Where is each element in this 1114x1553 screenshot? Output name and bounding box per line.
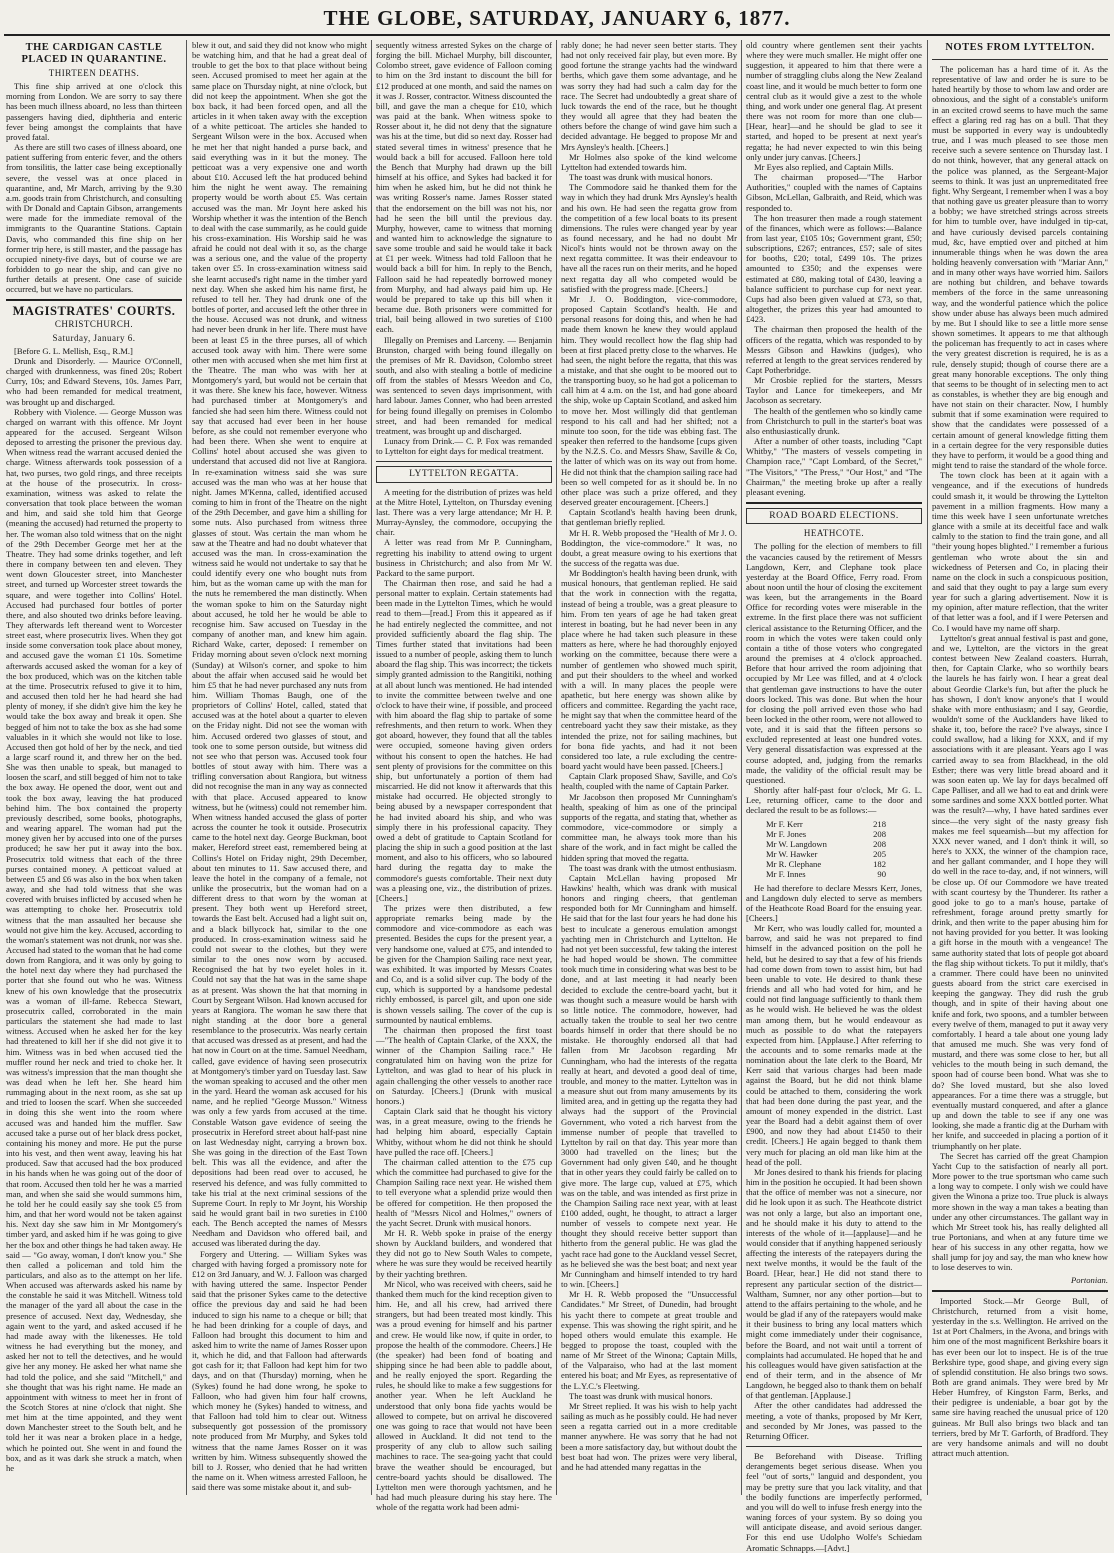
article-paragraph: Captain Clark said that he thought his victory was, in a great measure, owing to the friends he had helping him aboard, especially Captain Whitby, without whom he did not think he should have pulled the race off. [Cheers.] — [376, 1106, 552, 1157]
article-paragraph: Mr Holmes also spoke of the kind welcome Lyttelton had extended towards him. — [561, 151, 737, 172]
article-paragraph: Illegally on Premises and Larceny. — Benjamin Brunston, charged with being found illegally on the premises of Mr R. Davidson, Colombo street south, and also with stealing a bottle of medicine off from the stables of Messrs Weedon and Co, was sentenced to seven days imprisonment, with hard labour. James Conner, who had been arrested for being found illegally on premises in Colombo street, and had been remanded for medical treatment, was brought up and discharged. — [376, 334, 552, 436]
masthead-rule — [4, 34, 1110, 36]
column-5 — [746, 40, 922, 1553]
advertisement-text: Be Beforehand with Disease. Trifling derangements beget serious disease. When you feel "out of sorts," languid and despondent, you may be pretty sure that you lack vitality, and that the bodily functions are imperfectly performed, and you will do well to infuse fresh energy into the waning forces of your system. By so doing you will anticipate disease, and avoid serious danger. For this end use Udolpho Wolfe's Schiedam Aromatic Schnapps.—[Advt.] — [746, 1451, 922, 1553]
article-paragraph: Mr Jacobson then proposed Mr Cunningham's health, speaking of him as one of the principal supports of the regatta, and stating that, whether as commodore, vice-commodore or simply a committee man, he always took more than his share of the work, and in fact might be called the hidden spring that moved the regatta. — [561, 791, 737, 863]
article-paragraph: Shortly after half-past four o'clock, Mr G. L. Lee, returning officer, came to the door and declared the result to be as follows:— — [746, 785, 922, 816]
article-paragraph: The town clock has been at it again with a vengeance, and if the executions of hundreds could smash it, it would be throwing the Lyttelton pavement in a million fragments. How many a time this week have I seen unfortunate wretches glance with a smile at its deceitful face and walk calmly to the station to find the train gone, and all "their young hopes blighted." I remember a furious gentleman who wrote about the sin and wickedness of Petersen and Co, in placing their name on the clock in such a conspicuous position, and said that they ought to pay a large sum every year for such a glaring advertisement. Now it is my opinion, after mature reflection, that the writer of that letter was a fool, and if I were Petersen and Co. I would have my name off sharp. — [932, 470, 1108, 633]
article-paragraph: Captain Scotland's health having been drunk, that gentleman briefly replied. — [561, 507, 737, 528]
section-rule — [6, 299, 182, 301]
article-paragraph: Mr Nicol, who was received with cheers, said he thanked them much for the kind reception given to him. He, and all his crew, had arrived there strangers, but had been treated most kindly. This was a proud evening for himself and his partner and crew. He would like now, if quite in order, to propose the health of the commodore. Cheers.] He (the speaker) had been fond of boating and shipping since he had been able to paddle about, and he really enjoyed the sport. Regarding the rules, he should like to make a few suggestions for another year. When he left Auckland he understood that only bona fide yachts would be allowed to compete, but on arrival he discovered one was going to race that would not have been allowed in Auckland. It did not tend to the prosperity of any club to allow such sailing machines to race. The sea-going yacht that could brave the weather should be encouraged, but centre-board yachts should be disallowed. The Lyttelton men were thorough yachtsmen, and he had had much pleasure during his stay here. The whole of the regatta work had been admi- — [376, 1278, 552, 1513]
poll-result-row: Mr F. Kerr 218 — [766, 818, 886, 829]
poll-results — [766, 819, 922, 880]
article-paragraph: The Secret has carried off the great Champion Yacht Cup to the satisfaction of nearly all port. More power to the true sportsman who came such a long way to compete. I only wish we could have given the Winona a prize too. True pluck is always more shown in the way a man takes a beating than under any other circumstances. The gallant way in which Mr Street took his, has really delighted all true Portonians, and when at any future time we hear of his success in any other regatta, how we shall jump for joy and say, the man who knew how to lose deserves to win. — [932, 1150, 1108, 1273]
column-divider — [741, 40, 742, 1495]
article-paragraph: Mr H. R. Webb proposed the "Unsuccessful Candidates." Mr Street, of Dunedin, had brought his yacht there to compete at great trouble and expense. This was showing the right spirit, and he hoped others would emulate this example. He begged to propose the toast, coupled with the name of Mr Street of the Winona; Captain Mills, of the Valparaiso, who had at the last moment entered his boat; and Mr Eyes, as representative of the L.Y.C.'s Fleetwing. — [561, 1289, 737, 1391]
poll-result-row: Mr W. Langdown 208 — [766, 838, 886, 849]
article-paragraph: The prizes were then distributed, a few appropriate remarks being made by the commodore and vice-commodore as each was presented. Besides the cups for the present year, a very handsome one, valued at £75, and intended to be given for the Champion Sailing race next year, was exhibited. It was imported by Messrs Coates and Co, and is a solid silver cup. The body of the cup, which is supported by a handsome pedestal richly embossed, is parcel gilt, and upon one side is shown vessels sailing. The cover of the cup is surmounted by nautical emblems. — [376, 902, 552, 1025]
article-paragraph: Mr J. O. Boddington, vice-commodore, proposed Captain Scotland's health. He and personal reasons for doing this, and when he had made them known he knew they would applaud him. They would recollect how the flag ship had been at first placed pretty close to the wharves. He had seen, the night before the regatta, that this was a mistake, and that she ought to be moored out to the transporting buoy, so he had got a policeman to call him at 4 a.m. on the 1st, and had gone aboard the ship, woke up Captain Scotland, and asked him to move her. Most willingly did that gentleman respond to his call and had her shifted; not a minute too soon, for the tide was ebbing fast. The speaker then referred to the handsome [cups given by the N.Z.S. Co. and Messrs Shaw, Saville & Co, the latter of which was on its way out from home. He did not think that the champion sailing race had been so well competed for as it should be. In no other place was such a prize offered, and they deserved greater encouragement. [Cheers.] — [561, 293, 737, 508]
article-paragraph: Robbery with Violence. — George Musson was charged on warrant with this offence. Mr Joynt appeared for the accused. Sergeant Wilson deposed to arresting the prisoner the previous day. When witness read the warrant accused denied the charge. Witness afterwards took possession of a hat, two purses, two gold rings, and three receipts at the house of the prosecutrix. In cross-examination, witness was asked to relate the conversation that took place between the woman and him, and said she told him that George (meaning the accused) had returned the property to her. The woman also told witness that on the night of the 29th December George met her at the Theatre. They had some drinks together, and left there in company between ten and eleven. They went down Gloucester street, into Manchester street, and turned up Worcester street towards the square, and were together into Collins' Hotel. Accused had purchased four bottles of porter there, and also shouted two drinks before leaving. They afterwards left thereand went to Worcester street east, where prosecutrix lives. When they got inside some conversation took place about money, and accused gave the woman £1 10s. Sometime afterwards accused asked the woman for a key of the box produced, which was on the kitchen table at the time. Prosecutrix refused to give it to him, and accused then told her he had heard she had plenty of money, if she didn't give him the key he would take the box away and break it open. She begged of him not to take the box as she had some valuables in it which she would not like to lose. Accused then got hold of her by the neck, and tied a large scarf round it, and threw her on the bed. She was then unable to speak, but managed to loosen the scarf, and still begged of him not to take the box away. He opened the door, went out and took the box away, leaving the hat produced behind him. The box contained the property previously described, some books, photographs, and wearing apparel. The woman had put the money given her by accused into one of the purses produced; he saw her put it away into the box. Prosecutrix told witness that each of the three purses contained money. A petticoat valued at between £5 and £6 was also in the box when taken away, and she had told witness that she was covered with bruises inflicted by accused when he was attempting to choke her. Prosecutrix told witness that the man assaulted her because she would not give him the key. Accused, according to the woman's statement was not drunk, nor was she. Accused had stated to the woman that he had come down from Rangiora, and it was only by going to the hotel next day where they had purchased the porter that she found out who he was. Witness knew of his own knowledge that the prosecutrix was a woman of ill-fame. Rebecca Stewart, prosecutrix called, corroborated in the main particulars the statement she had made to last witness. Accused when he asked her for the key had threatened to kill her if she did not give it to him. Witness was in bed when accused tied the muffler round her neck and tried to choke her. It was witness's impression that the man thought she was dead when he left her. She heard him rummaging about in the next room, as she sat up and tried to loosen the scarf. When she succeeded in doing this she went into the room where accused was and handed him the muffler. Saw accused take a purse out of her black dress pocket, containing his money and more. He put the purse into his vest, and then went away, leaving his hat produced. Saw that accused had the box produced in his hands when he was going out of the door of that room. Accused then told her he was a married man, and when she said she would summons him, he told her he could easily say she took £5 from him, and that her word would not be taken against his. Next day she saw him in Mr Montgomery's timber yard, and asked him if he was going to give her the box and other things he had taken away. He said — "Go away, woman, I don't know you." She then called a policeman and told him the particulars, and also as to the attempt on her life. When accused was afterwards asked his name by the constable he said it was Mitchell. Witness told the manager of the yard all about the case in the presence of accused. Next day, Wednesday, she again went to the yard, and asked accused if he had made away with the likenesses. He told witness he had everything but the money, and asked her not to tell the detectives, and he would give her any money. He asked her what name she had told the police, and she said "Mitchell," and she thought that was his right name. He made an appointment with witness to meet her in front of the Scotch Stores at nine o'clock that night. She met him at the time appointed, and they went down Manchester street to the South belt, and he told her it was near a broken place in a hedge, which he pointed out. She went in and found the box, and as it was dark she struck a match, when he — [6, 406, 182, 1473]
article-paragraph: The hon treasurer then made a rough statement of the finances, which were as follows:—Balance from last year, £105 10s; Government grant, £50; subscriptions, £267; entrances, £57; sale of sites for booths, £20; total, £499 10s. The prizes amounted to £350; and the expenses were estimated at £80, making total of £430, leaving a balance sufficient to purchase cup for next year. Cups had also been given valued at £73, so that, altogether, the prizes this year had amounted to £423. — [746, 212, 922, 325]
column-divider — [371, 40, 372, 1495]
poll-result-row: Mr W. Hawker 205 — [766, 849, 886, 860]
article-paragraph: The health of the gentlemen who so kindly came from Christchurch to pull in the starter's boat was also enthusiastically drunk. — [746, 405, 922, 436]
section-rule — [746, 502, 922, 504]
article-paragraph: Imported Stock.—Mr George Bull, of Christchurch, returned from a visit home, yesterday in the s.s. Wellington. He arrived on the 1st at Port Chalmers, in the Avona, and brings with him one of the most magnificent Berkshire boars it has ever been our lot to inspect. He is of the true Berkshire type, good shape, and giving every sign of splendid constitution. He also brings two sows. Both are grand animals. They were bred by Mr Heber Humfrey, of Kingston Farm, Berks, and their pedigree is undeniable, a boar got by the same sire having reached the unusual price of 120 guineas. Mr Bull also brings two black and tan terriers, bred by Mr T. Garforth, of Bradford. They are very handsome animals and will no doubt attract much attention. — [932, 1295, 1108, 1459]
cardigan-subheadline: THIRTEEN DEATHS. — [48, 68, 140, 78]
section-rule — [376, 461, 552, 462]
article-paragraph: Mr Eyes also replied, and Captain Mills. — [754, 161, 894, 172]
article-paragraph: After a number of other toasts, including "Capt Whitby," "The masters of vessels competing in Champion race," "Capt Lombard, of the Secret," "The Visitors," "The Press," "Our Host," and "The Chairman," the meeting broke up after a really pleasant evening. — [746, 436, 922, 497]
article-paragraph: Drunk and Disorderly. — Maurice O'Connell, charged with drunkenness, was fined 20s; Robert Curry, 10s; and Edward Stevens, 10s. James Parr, who had been remanded for medical treatment, was brought up and discharged. — [6, 355, 182, 407]
article-paragraph: The chairman proposed—"The Harbor Authorities," coupled with the names of Captains Gibson, McLellan, Galbraith, and Reid, which was responded to. — [746, 172, 922, 213]
column-divider — [186, 40, 187, 1495]
article-paragraph: The chairman then proposed the first toast—"The health of Captain Clarke, of the XXX, the winner of the Champion Sailing race." He congratulated him on having won the prize for Lyttelton, and was glad to hear of his pluck in again challenging the other vessels to another race on Saturday. [Cheers.] (Drunk with musical honors.) — [376, 1024, 552, 1106]
article-paragraph: Lyttelton's great annual festival is past and gone, and we, Lyttelton, are the victors in the great contest between New Zealand coasters. Hurrah, then, for Captain Clarke, who so worthily bears the laurels he has fairly won. I hear a great deal about Geordie Clarke's fun, but after the pluck he has shown, I don't know anyone's that I would shake with more enthusiasm; and I say, Geordie, wouldn't some of the Aucklanders have liked to shake it, too, before the race? I've always, since I could swallow, had a liking for XXX, and if my associations with it are pleasant. Years ago I was carried away to sea from Blackhead, in the old Esther; there was very little bread aboard and it was soon eaten up. We lay for days becalmed off Cape Palliser, and all we had to eat and drink were some sardines and some XXX bottled porter. What was the result?—why, I have hated sardines ever since—the very sight of the nasty greasy fish makes me feel squeamish—but my affection for XXX never waned, and I don't think it will, so here's to XXX, the winner of the champion race, and her gallant commander, and I hope they will do well in the race to-day, and, if not winners, will be close up. Of our Commodore we have treated with scant courtesy by the Thunderer. Its rather a good joke to go to a man's house, partake of refreshment, forage around pretty smartly for drink, and then write to the paper abusing him for not having provided for you better. It was looking a gift horse in the mouth with a vengeance! The same authority stated that lots of people got aboard the flag ship without tickets. To put it mildly, that's a crammer. There could have been no uninvited guests aboard from the strict care exercised in keeping the gangway. They did rush the grub though, and in spite of their having about one knife and fork, two spoons, and a tumbler between every twelve of them, managed to put it away very comfortably. I heard a tale about one young lady that amused me much. She was very fond of mustard, and there was some close to her, but all vehicles to the mouth being in such demand, the spoon had of course been bond. What was she to do? She loved mustard, but she also loved appearances. For a time there was a struggle, but eventually mustard conquered, and after a glance up and down the table to see if any one was looking, she made a frantic dig at the Durham with her knife, and succeeded in placing a portion of it triumphantly on her plate. — [932, 632, 1108, 1151]
magistrates-date: Saturday, January 6. — [52, 332, 136, 343]
article-paragraph: Captain Clark proposed Shaw, Saville, and Co's health, coupled with the name of Captain Parker. — [561, 771, 737, 792]
article-paragraph: This fine ship arrived at one o'clock this morning from London. We are sorry to say there has been much illness aboard, no less than thirteen passengers having died, diphtheria and enteric fever being amongst the complaints that have proved fatal. — [6, 81, 182, 142]
column-4 — [561, 40, 737, 1495]
article-paragraph: The polling for the election of members to fill the vacancies caused by the retirement of Messrs Langdown, Kerr, and Clephane took place yesterday at the Board Office, Ferry road. From about noon until the hour of closing the excitement was keen, but the arrangements in the Board Office for recording votes were miserable in the extreme. In the first place there was not sufficient clerical assistance to the Returning Officer, and the room in which the votes were taken could only contain a tithe of those voters who congregated around the premises at 4 o'clock approached. Before that hour arrived the room adjoining that occupied by Mr Lee was filled, and at 4 o'clock that gentleman gave instructions to have the outer doors locked. This was done. But when the hour for closing the poll arrived even those who had been locked in the other room, were not allowed to vote, and it is said that the fifteen persons so excluded represented at least one hundred votes. Very general dissatisfaction was expressed at the course adopted, and, judging from the remarks made, the validity of the official result may be questioned. — [746, 541, 922, 785]
article-paragraph: The chairman called attention to the £75 cup which the committee had purchased to give for the Champion Sailing race next year. He wished them to tell everyone what a splendid prize would then be offered for competition. He then proposed the health of "Messrs Nicol and Holmes," owners of the yacht Secret. Drunk with musical honors. — [376, 1156, 552, 1228]
article-paragraph: rably done; he had never seen better starts. They had not only received fair play, but even more. By good fortune the strange yachts had the windward berths, which gave them some advantage, and he was sorry they had had such a calm day for the race. The Secret had undoubtedly a great share of luck towards the end of the race, but he thought they would all agree that they had beaten the others before the change of wind gave him such a decided advantage. He begged to propose Mr and Mrs Aynsley's health. [Cheers.] — [561, 40, 737, 152]
article-paragraph: As there are still two cases of illness aboard, one patient suffering from enteric fever, and the others from tonsilitis, the latter case being exceptionally severe, the vessel was at once placed in quarantine, and, Mr March, arriving by the 9.30 a.m. goods train from Christchurch, and consulting with Dr Donald and Captain Gibson, arrangements were made for the immediate removal of the immigrants to the Quarantine Stations. Captain Davis, who commanded this fine ship on her former trip here, is still master, and the passage has occupied ninety-five days, but of course we are forbidden to go near the ship, and can give no further details at present. One case of suicide occurred, but we have no particulars. — [6, 142, 183, 295]
masthead: THE GLOBE, SATURDAY, JANUARY 6, 1877. — [323, 6, 791, 30]
article-paragraph: Mr H. R. Webb spoke in praise of the energy shown by Auckland builders, and wondered that they did not go to New South Wales to compete, where he was sure they would be received heartily by their yachting brethren. — [376, 1227, 552, 1279]
article-paragraph: A meeting for the distribution of prizes was held at the Mitre Hotel, Lyttelton, on Thursday evening last. There was a very large attendance; Mr H. P. Murray-Aynsley, the commodore, occupying the chair. — [376, 486, 552, 538]
magistrates-headline: MAGISTRATES' COURTS. — [12, 304, 176, 319]
article-paragraph: The Commodore said he thanked them for the way in which they had drunk Mrs Aynsley's health and his own. He had seen the regatta grow from the competition of a few local boats to its present dimensions. The rules were changed year by year as found necessary, and he had no doubt Mr Nicol's hints would not be thrown away on the next regatta committee. It was their endeavour to have all the races run on their merits, and he hoped next regatta day all who competed would be satisfied with the progress made. [Cheers.] — [561, 182, 737, 294]
column-3 — [376, 40, 552, 1513]
article-paragraph: Forgery and Uttering. — William Sykes was charged with having forged a promissory note for £12 on 3rd January, and W. J. Falloon was charged with having uttered the same. Inspector Pender said that the prisoner Sykes came to the detective office the previous day and said he had been induced to sign his name to a cheque or bill; that he had been drinking for a couple of days, and Falloon had brought this document to him and asked him to write the name of James Rosser upon it, which he did, and that Falloon had afterwards got cash for it; that Falloon had kept him for two days, and on that (Thursday) morning, when he (Sykes) found he had done wrong, he spoke to Falloon, who had given him four half crowns, which money he (Sykes) handed to witness, and that Falloon had told him to clear out. Witness subsequently got possession of the promissory note produced from Mr Murphy, and Sykes told witness that the name James Rosser on it was written by him. Witness subsequently showed the bill to J. Rosser, who denied that he had written the name on it. When witness arrested Falloon, he said there was some mistake about it, and sub- — [192, 1248, 367, 1493]
signature: Portonian. — [1070, 1274, 1108, 1285]
article-paragraph: The policeman has a hard time of it. As the representative of law and order he is sure to be hated heartily by those to whom law and order are obnoxious, and the sight of a constable's uniform in an excited crowd seems to have much the same effect a glaring red rag has on a bull. That they must be supported in every way is undoubtedly true, and I was much pleased to see those men receive such a severe sentence on Thursday last. I do not think, however, that any general attack on the police was planned, as the Sergeant-Major seems to think. It was just an unpremeditated free fight. Why Sergeant, I remember when I was a boy that nothing gave us greater pleasure than to worry a bobby; we have stretched strings across streets for him to tumble over, have indulged in tip-cat, and have curiously devised parcels containing mud, &c, have emptied over and pitched at him innumerable things when he was down the area holding heavenly conversation with "Mariar Ann," and in many other ways have worried him. Sailors are nothing but children, and behave towards members of the force in the same unreasoning way, and the wonderful patience which the police show under abuse has always been much admired by me. But I should like to see a little more sense shown sometimes. It appears to me that although the policeman has frequently to act in cases where the very greatest discretion is required, he is as a rule, densely stupid; though of course there are a great many honorable exceptions. The only thing that seems to be thought of in selecting men to act as constables, is whether they are big enough and have not stain on their character. Now, I humbly submit that if some examination were required to show that the candidates were possessed of a certain amount of general knowledge fitting them in a certain degree for the very responsible duties they have to perform, it would be a good thing and might tend to raise the standard of the whole force. — [932, 64, 1108, 471]
poll-result-row: Mr R. Clephane 182 — [766, 859, 886, 870]
regatta-headline: LYTTELTON REGATTA. — [376, 466, 552, 482]
article-paragraph: Mr Crosbie replied for the starters, Messrs Taylor and Lance for timekeepers, and Mr Jacobson as secretary. — [746, 375, 922, 406]
article-paragraph: Captain McLellan having proposed Mr Hawkins' health, which was drank with musical honors and ringing cheers, that gentleman responded both for Mr Cunningham and himself. He said that for the last four years he had done his best to inculcate a generous emulation amongst yachting men in Christchurch and Lyttelton. He had not yet been successful, few taking the interest he had hoped would be shown. The committee took much time in considering what was best to be done, and at last meeting it had nearly been decided to exclude the centre-board yacht, but it was thought such a measure would be harsh with so little notice. The commodore, however, had actually taken the trouble to seal her two centre boards himself in order that there should be no mistake. He thoroughly endorsed all that had fallen from Mr Jacobson regarding Mr Cunningham, who had the interests of the regatta really at heart, and devoted a good deal of time, trouble, and money to the matter. Lyttelton was in a measure shut out from many amusements by its limited area, and in getting up the regatta they had always had the support of the Provincial Government, who voted a rich harvest from the immense number of people that travelled to Lyttelton by rail on that day. This year more than 3000 had travelled on the lines; but the Government had only given £40, and he thought that in other years they could fairly be called on to give more. The large cup, valued at £75, which was on the table, and was intended as first prize in the Champion Sailing race next year, with at least £100 added, ought, he thought, to attract a larger number of vessels to compete next year. He thought they should receive better support than hitherto from the general public. He was glad the yacht race had gone to the Auckland vessel Secret, as he believed she was the best boat; and next year Mr Cunningham and himself intended to try hard to win. [Cheers.] — [561, 872, 737, 1290]
section-rule — [746, 1446, 922, 1447]
poll-result-row: Mr F. Innes 90 — [766, 869, 886, 880]
article-paragraph: old country where gentlemen sent their yachts where they were much smaller. He might offer one suggestion, it appeared to him that there were a number of straggling clubs along the New Zealand coast line, and it would be much better to form one central club as it would give a zest to the whole thing, and work under one general flag. At present there was not room for more than one club—[Hear, hear]—and he should be glad to see it started, and hoped to be present at next year's regatta; he had never expected to win this being only under jury canvas. [Cheers.] — [746, 40, 922, 162]
article-paragraph: Mr Boddington's health having been drunk, with musical honours, that gentleman replied. He said that the work in connection with the regatta, instead of being a trouble, was a great pleasure to him. From ten years of age he had taken great interest in boating, but he had never been in any place where he had taken such pleasure in these matters as here, where he had thoroughly enjoyed working on the committee, because there were a number of gentlemen who showed much spirit, and put their shoulders to the wheel and worked with a will. In many places the people were apathetic, but here energy was shown alike by officers and committee. Regarding the yacht race, he might say that when the committee heard of the centreboard yacht they saw their mistake, as they intended the prize, not for sailing machines, but for bona fide yachts, and had it not been considered too late, a rule excluding the centre-board yacht would have been passed. [Cheers.] — [561, 568, 737, 772]
column-divider — [927, 40, 928, 1495]
article-paragraph: Mr H. R. Webb proposed the "Health of Mr J. O. Boddington, the vice-commodore." It was, no doubt, a great measure owing to his exertions that the success of the regatta was due. — [561, 527, 737, 568]
article-paragraph: The toast was drank with the utmost enthusiasm. — [569, 862, 737, 873]
article-paragraph: Lunacy from Drink.— C. P. Fox was remanded to Lyttelton for eight days for medical treatment. — [376, 436, 552, 457]
road-board-headline: ROAD BOARD ELECTIONS. — [746, 508, 922, 524]
article-paragraph: The toast was drunk with musical honors. — [569, 1390, 713, 1401]
column-2 — [192, 40, 367, 1495]
article-paragraph: The chairman then proposed the health of the officers of the regatta, which was responded to by Messrs Gibson and Hawkins (judges), who referred at length to the great services rendered by Capt Potherbridge. — [746, 324, 922, 375]
section-rule — [932, 59, 1108, 60]
column-divider — [556, 40, 557, 1495]
column-1 — [6, 40, 182, 1495]
section-rule — [932, 1290, 1108, 1292]
article-paragraph: The toast was drunk with musical honors. — [569, 172, 713, 183]
article-paragraph: Mr Kerr, who was loudly called for, mounted a barrow, and said he was not prepared to find himself in the advanced position on the poll he held, but he desired to say that a few of his friends had come down from town to assist him, but had been unable to vote. He desired to thank these friends and all who had voted for him, and he could not find language sufficiently to thank them as he would wish. He believed he was the oldest man among them, but he would endeavour as much as possible to do what the ratepayers expected from him. [Applause.] After referring to the accounts and to some remarks made at the nomination about the late clerk to the Board, Mr Kerr said that various charges had been made against the Board, but he did not think blame could be attached to them, considering the work that had been done during the past year, and the amount of money expended in the district. Last year the Board had a debit against them of over £900, and now they had about £1450 to their credit. [Cheers.] He again begged to thank them very much for placing an old man like him at the head of the poll. — [746, 923, 922, 1167]
article-paragraph: The Chairman then rose, and said he had a personal matter to explain. Certain statements had been made in the Lyttelton Times, which he would read to them—[read.] From this it appeared as if he had entirely neglected the committee, and not provided sufficiently aboard the flag ship. The Times further stated that invitations had been issued to a number of people, asking them to lunch aboard the flag ship. This was incorrect; the tickets simply granted admission to the Rangitiki, nothing at all about lunch was mentioned. He had intended to invite the committee between twelve and one o'clock to have their wine, if possible, and proceed with him aboard the flag ship to partake of some refreshments, and then return to work. When they got aboard, however, they found that all the tables were occupied, someone having given orders without his consent to open the hatches. He had sent plenty of provisions for the committee on this ship, but unfortunately a portion of them had miscarried. He did not know it afterwards that this mistake had occurred. He objected strongly to being abused by a newspaper correspondent that he had invited aboard his ship, and who was simply there in his professional capacity. They owed a debt of gratitude to Captain Scotland for placing the ship in such a good position at the last moment, and also to his officers, who so laboured hard during the regatta day to make the commodore's guests comfortable. Their next duty was a pleasing one, viz., the distribution of prizes. [Cheers.] — [376, 577, 552, 903]
article-paragraph: After the other candidates had addressed the meeting, a vote of thanks, proposed by Mr Kerr, and seconded by Mr Jones, was passed to the Returning Officer. — [746, 1400, 922, 1441]
notes-headline: NOTES FROM LYTTELTON. — [945, 42, 1095, 53]
article-paragraph: sequently witness arrested Sykes on the charge of forging the bill. Michael Murphy, bill discounter, Colombo street, gave evidence of Falloon coming to him on the 3rd instant to discount the bill for £12 produced at one month, and said the names on it was J. Rosser, contractor. Witness discounted the bill, and gave the man a cheque for £10, which was paid at the bank. When witness spoke to Rosser about it, he did not deny that the signature was his at the time, but did so next day. Rosser had stated several times in witness' presence that he would back a bill for accused. Falloon here told the Bench that Murphy had drawn up the bill himself at his office, and Sykes had backed it for him when he asked him, but he did not think he was writing Rosser's name. James Rosser stated that the endorsement on the bill was not his, nor had he seen the bill until the previous day. Murphy, however, came to witness that morning and wanted him to acknowledge the signature to save some trouble and said he would take it back at £1 per week. Witness had told Falloon that he would back a bill for him. In reply to the Bench, Falloon said he had repeatedly borrowed money from Murphy, and had always paid him up. He would be prepared to take up this bill when it became due. Both prisoners were committed for trial, bail being allowed in two sureties of £100 each. — [376, 40, 552, 335]
article-paragraph: Mr Jones desired to thank his friends for placing him in the position he occupied. It had been shown that the office of member was not a sinecure, nor did he look upon it as such. The Heathcote district was not only a large, but also an important one, and he should make it his duty to attend to the interests of the whole of it—[applause]—and he would consider that if anything happened seriously affecting the interests of the ratepayers during the next twelve months, it would be the fault of the Board. [Hear, hear.] He did not stand there to represent any particular section of the district—Waltham, Sumner, nor any other portion—but to attend to the affairs pertaining to the whole, and he would be glad if any of the ratepayers would make it their business to bring any local matters which might come immediately under their cognisance, before the Board, and not wait until a torrent of complaints had accumulated. He hoped that he and his colleagues would have given satisfaction at the end of their term, and in the absence of Mr Langdown, he begged also to thank them on behalf of that gentleman. [Applause.] — [746, 1166, 922, 1401]
poll-result-row: Mr F. Jones 208 — [766, 828, 886, 839]
column-6 — [932, 40, 1108, 1495]
article-paragraph: Mr Street replied. It was his wish to help yacht sailing as much as he possibly could. He had never seen a regatta carried out in a more creditable manner anywhere. He was sorry that he had not been a more satisfactory day, but without doubt the best boat had won. The prizes were very liberal, and he had attended many regattas in the — [561, 1400, 737, 1472]
heathcote-subheadline: HEATHCOTE. — [803, 528, 865, 539]
article-paragraph: [Before G. L. Mellish, Esq., R.M.] — [14, 345, 133, 356]
article-paragraph: blew it out, and said they did not know who might be watching him, and that he had a great deal of trouble to get the box to that place without being seen. Accused promised to meet her again at the same place on Thursday night, at nine o'clock, but did not keep the appointment. When she got the box back, it had been forced open, and all the articles in it when taken away with the exception of a white petticoat. The articles she handed to Sergeant Wilson were in the box. Accused when he met her that night handed a purse back, and said everything was in it but the money. The petticoat was a very expensive one and worth about £10. Accused left the hat produced behind him the night he went away. The remaining property would be worth about £5. Was certain accused was the man. Mr Joynt here asked his Worship whether it was the intention of the Bench to deal with the case summarily, as he could guide his cross-examination. His Worship said he was afraid he could not deal with it so, as the charge was a serious one, and the value of the property taken over £5. In cross-examination witness said she learnt accused's right name in the timber yard next day. When she asked him his name first, he refused to tell her. They had drunk one of the bottles of porter, and accused left the other three in the house. Accused was not drunk, and witness had never been drunk in her life. There must have been at least £5 in the three purses, all of which accused took away with him. There were some other men with accused when she met him first at the Theatre. The man who was with her at Montgomery's yard, but would not be certain that it was there. She knew his face, however. Witness had purchased timber at Montgomery's and fancied she had seen him there. Witness could not say that accused had ever been in her house before, as she could not remember everyone who had been there. When she went to enquire at Collins' hotel about accused she was given to understand that accused did not live at Rangiora. In re-examination witness said she was sure accused was the man who was at her house that night. James M'Kenna, called, identified accused coming to him in front of the Theatre on the night of the 29th December, and gave him a shilling for some nuts. Also purchased from witness three glasses of stout. Was certain the man whom he saw at the Theatre and had no doubt whatever that accused was the man. In cross-examination the witness said he would not undertake to say that he could identify every one who bought nuts from him, but as the woman came up with the man for the nuts he remembered the man distinctly. When the woman spoke to him on the Saturday night about accused, he told her he would be able to recognise him. Saw accused on Tuesday in the company of another man, and knew him again. Richard Wake, carter, deposed: I remember on Friday morning about seven o'clock next morning (Sunday) at Wilson's corner, and spoke to him about the affair when accused said he would bet him £5 that he had never purchased any nuts from him. William Thomas Baugh, one of the proprietors of Collins' Hotel, called, stated that accused was at the hotel about a quarter to eleven on the Friday night. Did not see the woman with him. Accused ordered two glasses of stout, and took one to some person outside, but witness did not see who that person was. Accused took four bottles of stout away with him. There was a trifling conversation about Rangiora, but witness did not recognise the man in any way as connected with that place. Accused appeared to know witness, but he (witness) could not remember him. When witness handed accused the glass of porter across the counter he took it outside. Prosecutrix came to the hotel next day. George Buckman, boot maker, Hereford street east, remembered being at Collins's Hotel on Friday night, 29th December, about ten minutes to 11. Saw accused there, and leave the hotel in the company of a female, not unlike the prosecutrix, but the woman had on a different dress to that worn by the woman at present. They both went up Hereford street, towards the East belt. Accused had a light suit on, and a black billycock hat, similar to the one produced. In cross-examination witness said he could not swear to the clothes, but they were similar to the ones now worn by accused. Recognised the hat by two eyelet holes in it. Could not say that the hat was in the same shape as at present. Was shown the hat that morning in Court by Sergeant Wilson. Had known accused for years at Rangiora. The woman he saw there that night standing at the door bore a general resemblance to the prosecutrix. Was nearly certain that accused was dressed as at present, and had the hat now in Court on at the time. Samuel Needham, called, gave evidence of having seen prosecutrix at Montgomery's timber yard on Tuesday last. Saw the woman speaking to accused and the other men in the yard. Heard the woman ask accused for his name, and he replied "George Musson." Witness was only a few yards from accused at the time. Constable Watson gave evidence of seeing the prosecutrix in Hereford street about half-past nine on last Wednesday night, carrying a brown box. She was going in the direction of the East Town belt. This was all the evidence, and after the depositions had been read over to accused, he reserved his defence, and was fully committed to take his trial at the next criminal sessions of the Supreme Court. In reply to Mr Joynt, his Worship said he would grant bail in two sureties in £100 each. The Bench accepted the names of Messrs Needham and Davidson who offered bail, and accused was liberated during the day. — [192, 40, 367, 1249]
magistrates-subheadline: CHRISTCHURCH. — [54, 319, 134, 330]
cardigan-headline: THE CARDIGAN CASTLE PLACED IN QUARANTINE. — [21, 42, 167, 65]
article-paragraph: He had therefore to declare Messrs Kerr, Jones, and Langdown duly elected to serve as members of the Heathcote Road Board for the ensuing year. [Cheers.] — [746, 882, 922, 923]
article-paragraph: A letter was read from Mr P. Cunningham, regretting his inability to attend owing to urgent business in Christchurch; and also from Mr W. Packard to the same purport. — [376, 537, 552, 578]
